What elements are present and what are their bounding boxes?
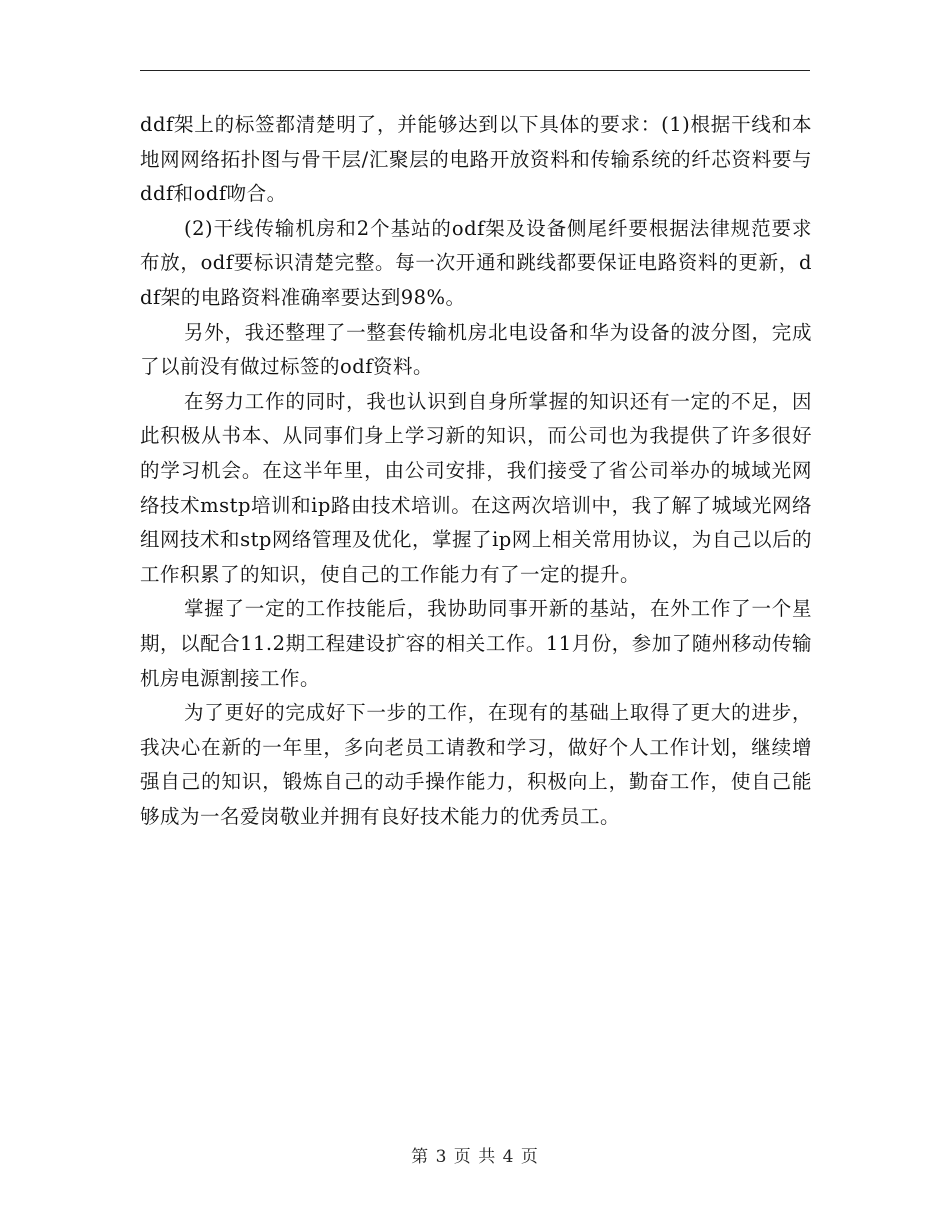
paragraph-ddf-labels: ddf架上的标签都清楚明了，并能够达到以下具体的要求：(1)根据干线和本地网网络拓扑图与骨干层/汇聚层的电路开放资料和传输系统的纤芯资料要与ddf和odf吻合。	[140, 113, 812, 206]
page-footer: 第 3 页 共 4 页	[411, 1147, 539, 1167]
document-body	[140, 108, 812, 834]
header-rule	[140, 70, 810, 71]
paragraph-base-station-work: 掌握了一定的工作技能后，我协助同事开新的基站，在外工作了一个星期，以配合11.2期工程建设扩容的相关工作。11月份，参加了随州移动传输机房电源割接工作。	[140, 597, 812, 690]
paragraph-training: 在努力工作的同时，我也认识到自身所掌握的知识还有一定的不足，因此积极从书本、从同事们身上学习新的知识，而公司也为我提供了许多很好的学习机会。在这半年里，由公司安排，我们接受了省公司举办的城域光网络技术mstp培训和ip路由技术培训。在这两次培训中，我了解了城域光网络组网技术和stp网络管理及优化，掌握了ip网上相关常用协议，为自己以后的工作积累了的知识，使自己的工作能力有了一定的提升。	[140, 389, 812, 586]
paragraph-wavelength-diagram: 另外，我还整理了一整套传输机房北电设备和华为设备的波分图，完成了以前没有做过标签的odf资料。	[140, 320, 812, 379]
paragraph-future-plan: 为了更好的完成好下一步的工作，在现有的基础上取得了更大的进步，我决心在新的一年里，多向老员工请教和学习，做好个人工作计划，继续增强自己的知识，锻炼自己的动手操作能力，积极向上，勤奋工作，使自己能够成为一名爱岗敬业并拥有良好技术能力的优秀员工。	[140, 701, 812, 828]
paragraph-odf-requirements: (2)干线传输机房和2个基站的odf架及设备侧尾纤要根据法律规范要求布放，odf要标识清楚完整。每一次开通和跳线都要保证电路资料的更新，ddf架的电路资料准确率要达到98%。	[140, 216, 812, 309]
